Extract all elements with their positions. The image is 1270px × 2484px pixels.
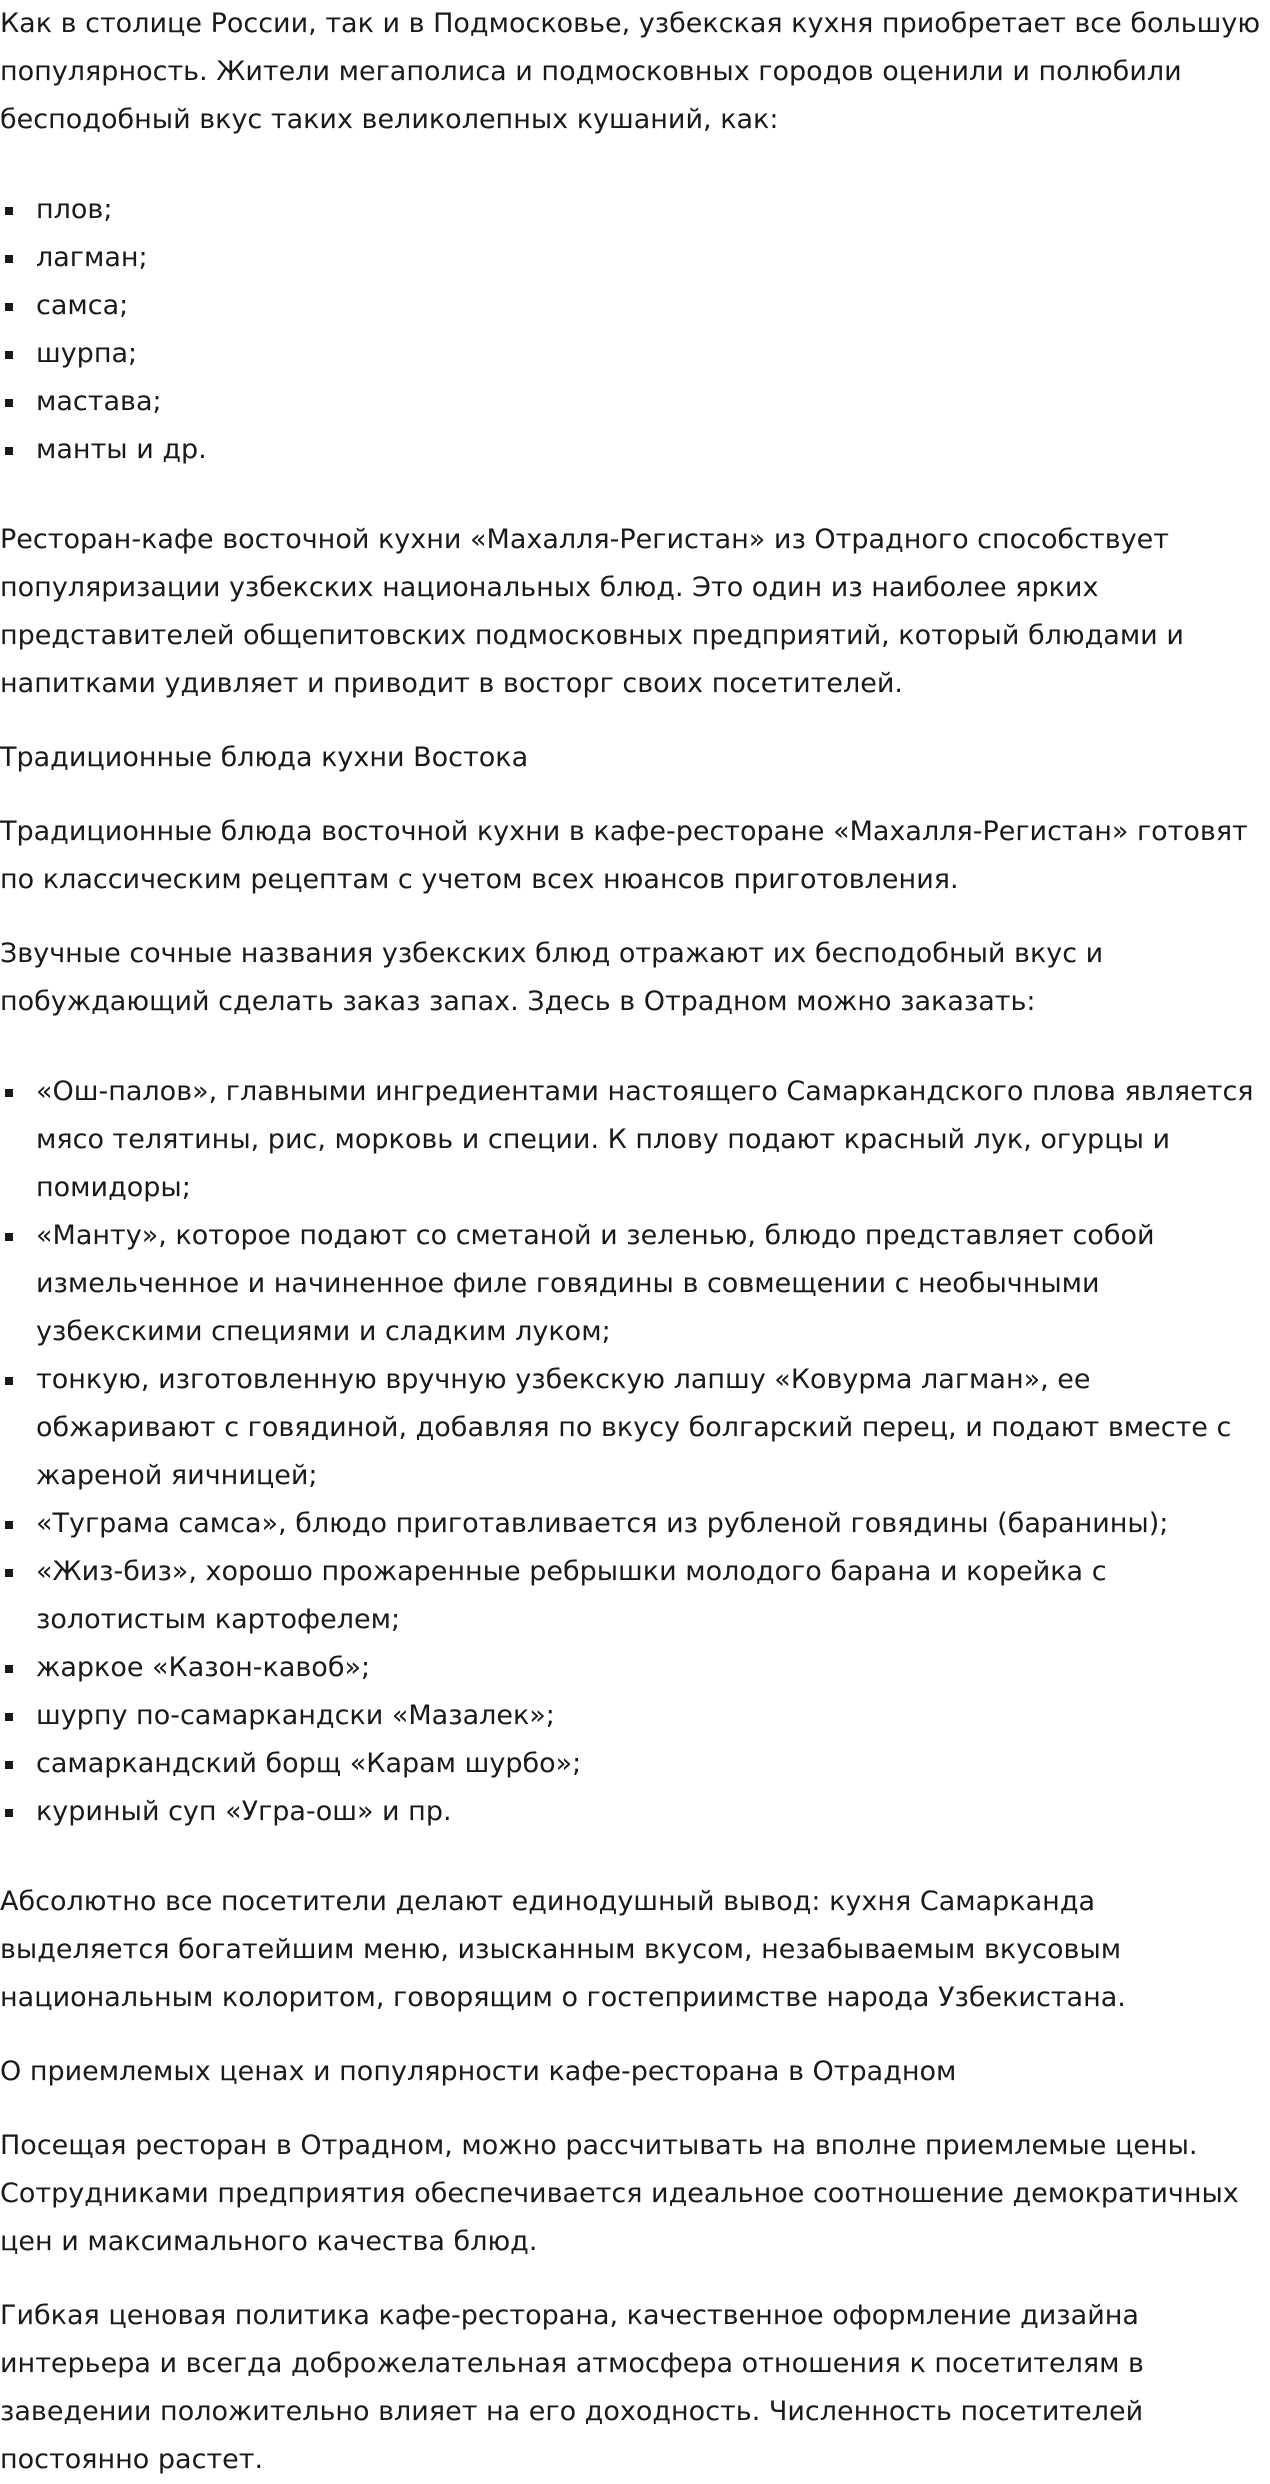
intro-paragraph: Как в столице России, так и в Подмосковье, узбекская кухня приобретает все большую популярность. Жители мегаполиса и подмосковных городов оценили и полюбили бесподобный вкус таких великолепных кушаний, как: xyxy=(0,8,1261,135)
list-item: шурпу по-самаркандски «Мазалек»; xyxy=(0,1692,1265,1740)
list-item: «Ош-палов», главными ингредиентами настоящего Самаркандского плова является мясо телятины, рис, морковь и специи. К плову подают красный лук, огурцы и помидоры; xyxy=(0,1068,1265,1212)
dishes-long-list xyxy=(0,1068,1265,1836)
list-item: лагман; xyxy=(0,234,1265,282)
list-item: шурпа; xyxy=(0,330,1265,378)
conclusion-paragraph: Абсолютно все посетители делают единодушный вывод: кухня Самарканда выделяется богатейшим меню, изысканным вкусом, незабываемым вкусовым национальным колоритом, говорящим о гостеприимстве народа Узбекистана. xyxy=(0,1886,1126,2013)
list-item: манты и др. xyxy=(0,426,1265,474)
restaurant-intro-paragraph: Ресторан-кафе восточной кухни «Махалля-Регистан» из Отрадного способствует популяризации узбекских национальных блюд. Это один из наиболее ярких представителей общепитовских подмосковных предприятий, который блюдами и напитками удивляет и приводит в восторг своих посетителей. xyxy=(0,524,1184,699)
list-item: куриный суп «Угра-ош» и пр. xyxy=(0,1788,1265,1836)
names-paragraph: Звучные сочные названия узбекских блюд отражают их бесподобный вкус и побуждающий сделать заказ запах. Здесь в Отрадном можно заказать: xyxy=(0,938,1104,1017)
traditional-paragraph: Традиционные блюда восточной кухни в кафе-ресторане «Махалля-Регистан» готовят по классическим рецептам с учетом всех нюансов приготовления. xyxy=(0,816,1248,895)
list-item: тонкую, изготовленную вручную узбекскую лапшу «Ковурма лагман», ее обжаривают с говядиной, добавляя по вкусу болгарский перец, и подают вместе с жареной яичницей; xyxy=(0,1356,1265,1500)
list-item: плов; xyxy=(0,186,1265,234)
list-item: самса; xyxy=(0,282,1265,330)
policy-paragraph: Гибкая ценовая политика кафе-ресторана, качественное оформление дизайна интерьера и всегда доброжелательная атмосфера отношения к посетителям в заведении положительно влияет на его доходность. Численность посетителей постоянно растет. xyxy=(0,2300,1144,2475)
heading-prices: О приемлемых ценах и популярности кафе-ресторана в Отрадном xyxy=(0,2056,957,2087)
list-item: жаркое «Казон-кавоб»; xyxy=(0,1644,1265,1692)
list-item: «Манту», которое подают со сметаной и зеленью, блюдо представляет собой измельченное и начиненное филе говядины в совмещении с необычными узбекскими специями и сладким луком; xyxy=(0,1212,1265,1356)
list-item: мастава; xyxy=(0,378,1265,426)
list-item: «Туграма самса», блюдо приготавливается из рубленой говядины (баранины); xyxy=(0,1500,1265,1548)
list-item: «Жиз-биз», хорошо прожаренные ребрышки молодого барана и корейка с золотистым картофелем; xyxy=(0,1548,1265,1644)
dishes-short-list xyxy=(0,186,1265,474)
list-item: самаркандский борщ «Карам шурбо»; xyxy=(0,1740,1265,1788)
prices-paragraph: Посещая ресторан в Отрадном, можно рассчитывать на вполне приемлемые цены. Сотрудниками предприятия обеспечивается идеальное соотношение демократичных цен и максимального качества блюд. xyxy=(0,2130,1239,2257)
heading-traditional-dishes: Традиционные блюда кухни Востока xyxy=(0,742,529,773)
